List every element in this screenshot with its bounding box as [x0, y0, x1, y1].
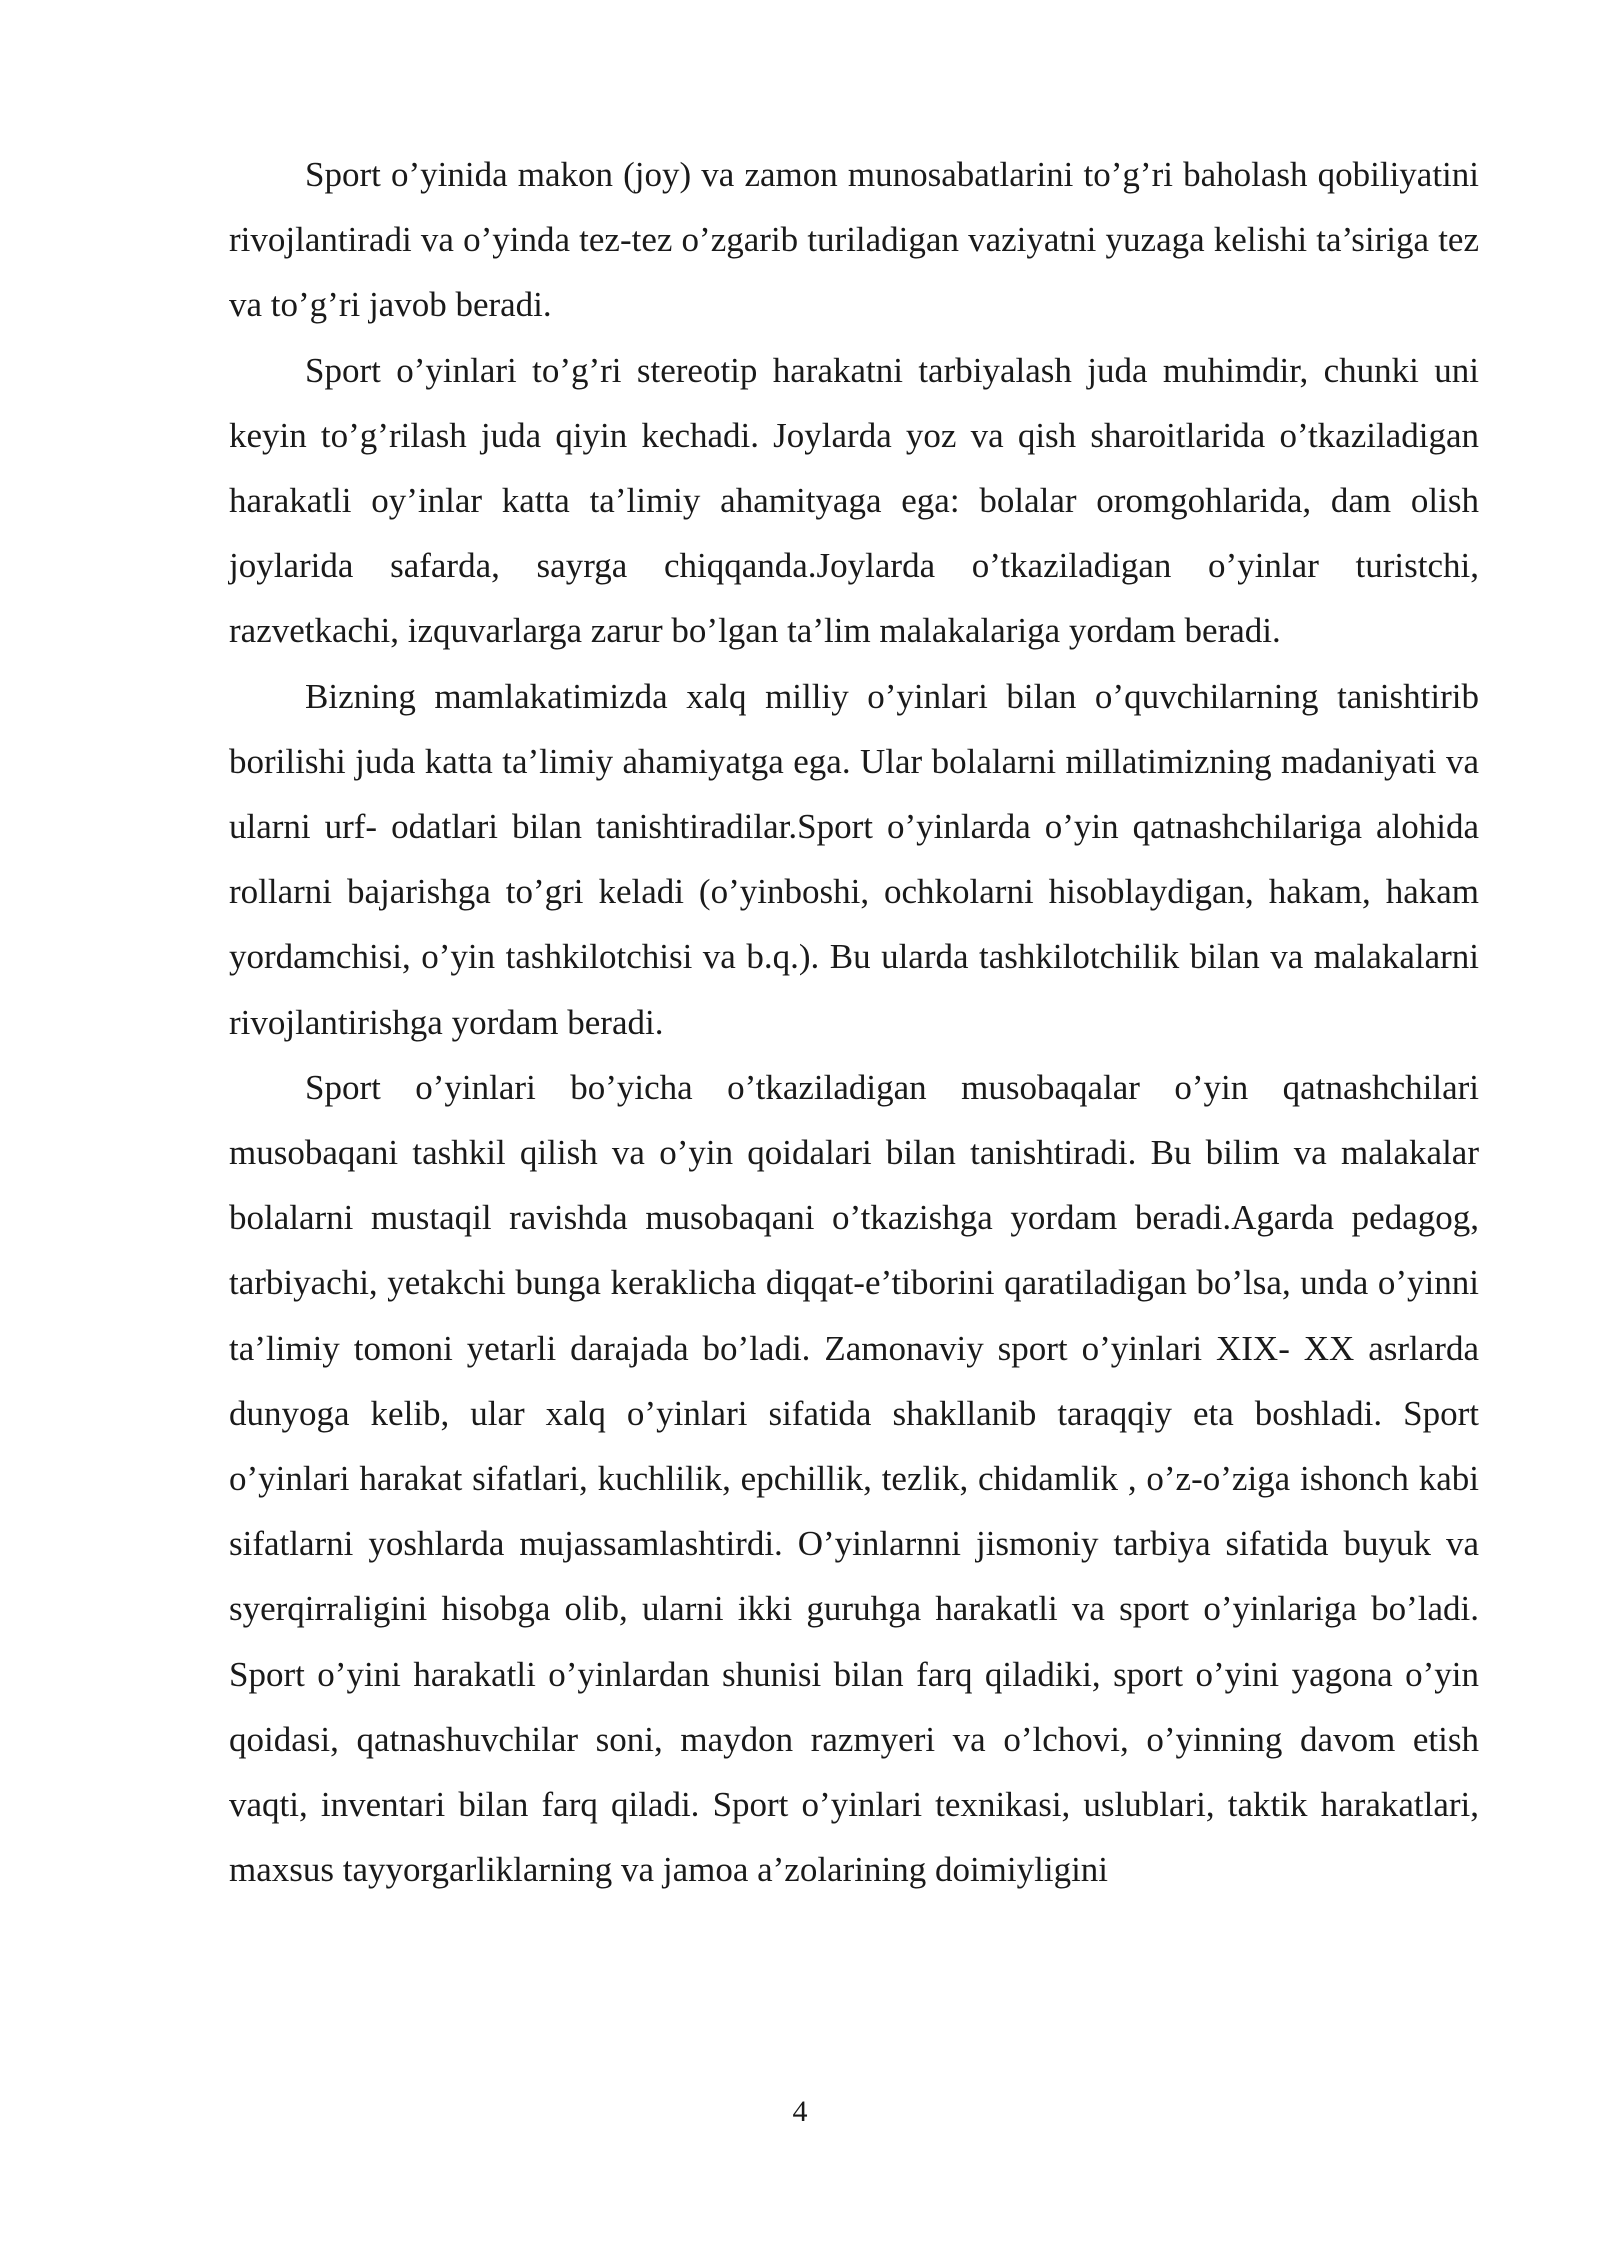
paragraph-3: Bizning mamlakatimizda xalq milliy o’yinlari bilan o’quvchilarning tanishtirib borilishi juda katta ta’limiy ahamiyatga ega. Ular bolalarni millatimizning madaniyati va ularni urf- odatlari bilan tanishtiradilar.Sport o’yinlarda o’yin qatnashchilariga alohida rollarni bajarishga to’gri keladi (o’yinboshi, ochkolarni hisoblaydigan, hakam, hakam yordamchisi, o’yin tashkilotchisi va b.q.). Bu ularda tashkilotchilik bilan va malakalarni rivojlantirishga yordam beradi. — [229, 676, 1479, 1042]
paragraph-2: Sport o’yinlari to’g’ri stereotip harakatni tarbiyalash juda muhimdir, chunki uni keyin to’g’rilash juda qiyin kechadi. Joylarda yoz va qish sharoitlarida o’tkaziladigan harakatli oy’inlar katta ta’limiy ahamityaga ega: bolalar oromgohlarida, dam olish joylarida safarda, sayrga chiqqanda.Joylarda o’tkaziladigan o’yinlar turistchi, razvetkachi, izquvarlarga zarur bo’lgan ta’lim malakalariga yordam beradi. — [229, 350, 1479, 651]
paragraph-4: Sport o’yinlari bo’yicha o’tkaziladigan musobaqalar o’yin qatnashchilari musobaqani tashkil qilish va o’yin qoidalari bilan tanishtiradi. Bu bilim va malakalar bolalarni mustaqil ravishda musobaqani o’tkazishga yordam beradi.Agarda pedagog, tarbiyachi, yetakchi bunga keraklicha diqqat-e’tiborini qaratiladigan bo’lsa, unda o’yinni ta’limiy tomoni yetarli darajada bo’ladi. Zamonaviy sport o’yinlari XIX- XX asrlarda dunyoga kelib, ular xalq o’yinlari sifatida shakllanib taraqqiy eta boshladi. Sport o’yinlari harakat sifatlari, kuchlilik, epchillik, tezlik, chidamlik , o’z-o’ziga ishonch kabi sifatlarni yoshlarda mujassamlashtirdi. O’yinlarnni jismoniy tarbiya sifatida buyuk va syerqirraligini hisobga olib, ularni ikki guruhga harakatli va sport o’yinlariga bo’ladi. Sport o’yini harakatli o’yinlardan shunisi bilan farq qiladiki, sport o’yini yagona o’yin qoidasi, qatnashuvchilar soni, maydon razmyeri va o’lchovi, o’yinning davom etish vaqti, inventari bilan farq qiladi. Sport o’yinlari texnikasi, uslublari, taktik harakatlari, maxsus tayyorgarliklarning va jamoa a’zolarining doimiyligini — [229, 1067, 1479, 1890]
document-body — [229, 142, 1479, 1902]
paragraph-1: Sport o’yinida makon (joy) va zamon munosabatlarini to’g’ri baholash qobiliyatini rivojlantiradi va o’yinda tez-tez o’zgarib turiladigan vaziyatni yuzaga kelishi ta’siriga tez va to’g’ri javob beradi. — [229, 155, 1479, 325]
page-number: 4 — [792, 2095, 808, 2128]
